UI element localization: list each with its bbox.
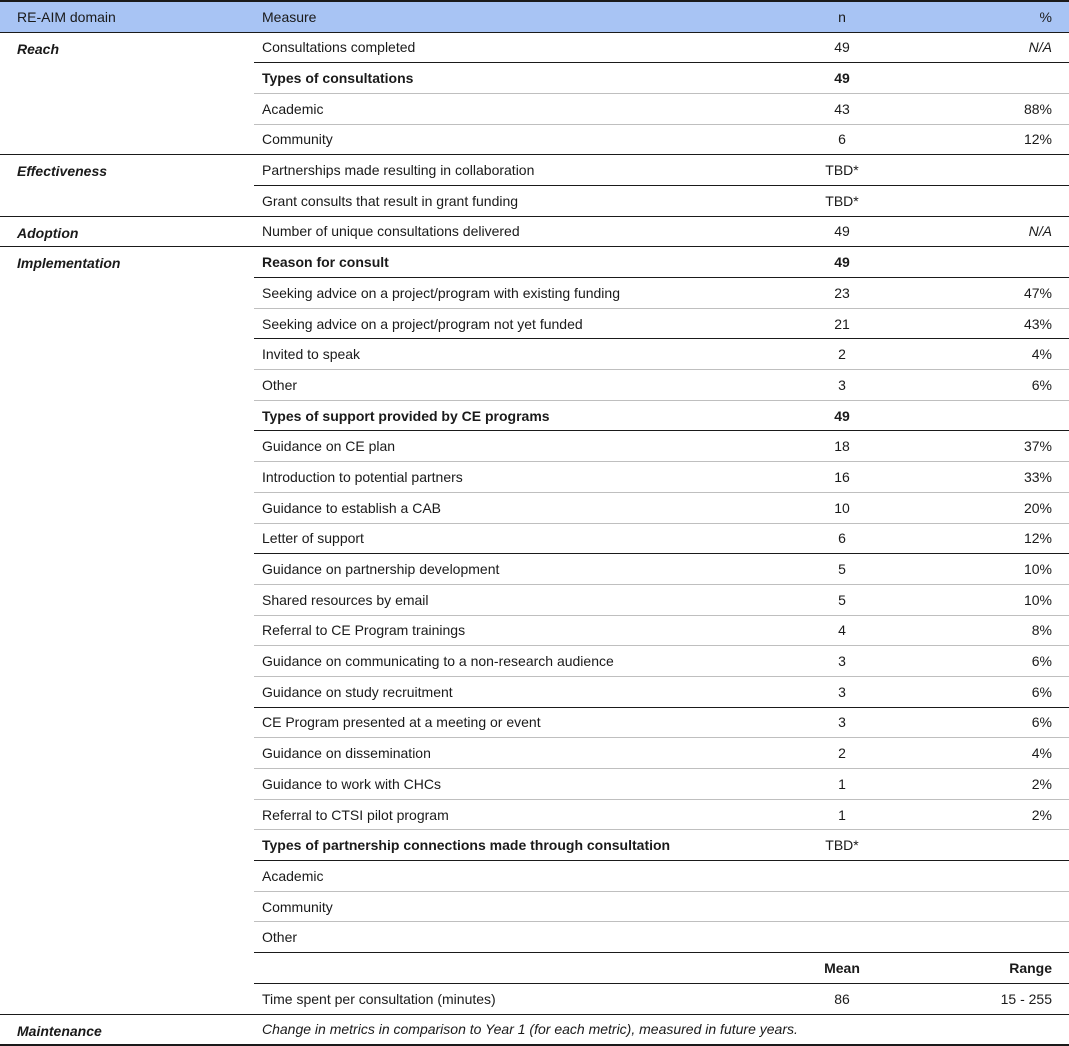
n-cell: 5	[792, 584, 892, 615]
measure-cell: Guidance on study recruitment	[254, 676, 792, 707]
percent-cell: 37%	[892, 431, 1069, 462]
measure-cell: CE Program presented at a meeting or event	[254, 707, 792, 738]
table-row	[0, 1014, 1069, 1045]
percent-cell: 10%	[892, 584, 1069, 615]
n-cell: TBD*	[792, 830, 892, 861]
percent-cell: 47%	[892, 278, 1069, 309]
n-cell: 3	[792, 676, 892, 707]
measure-cell: Introduction to potential partners	[254, 462, 792, 493]
measure-cell: Grant consults that result in grant funding	[254, 185, 792, 216]
percent-cell: 33%	[892, 462, 1069, 493]
n-cell: 23	[792, 278, 892, 309]
measure-cell: Other	[254, 370, 792, 401]
percent-cell: 43%	[892, 308, 1069, 339]
measure-cell: Guidance on communicating to a non-research audience	[254, 646, 792, 677]
range-cell: 15 - 255	[892, 983, 1069, 1014]
n-cell: 4	[792, 615, 892, 646]
header-n: n	[792, 1, 892, 32]
n-cell: TBD*	[792, 155, 892, 186]
percent-cell	[892, 247, 1069, 278]
n-cell: TBD*	[792, 185, 892, 216]
table-row	[0, 155, 1069, 186]
percent-cell: 6%	[892, 370, 1069, 401]
measure-cell: Guidance to establish a CAB	[254, 492, 792, 523]
percent-cell: 12%	[892, 124, 1069, 155]
measure-cell: Types of partnership connections made through consultation	[254, 830, 792, 861]
percent-cell: 6%	[892, 646, 1069, 677]
percent-cell	[892, 185, 1069, 216]
percent-cell: N/A	[1028, 39, 1052, 56]
n-cell: 16	[792, 462, 892, 493]
percent-cell	[892, 400, 1069, 431]
header-measure: Measure	[254, 1, 792, 32]
measure-cell: Community	[254, 891, 792, 922]
n-cell: 49	[792, 247, 892, 278]
measure-cell: Academic	[254, 861, 792, 892]
percent-cell	[892, 922, 1069, 953]
percent-cell	[892, 891, 1069, 922]
percent-cell: 8%	[892, 615, 1069, 646]
n-cell	[792, 861, 892, 892]
measure-cell: Guidance on CE plan	[254, 431, 792, 462]
n-cell: 18	[792, 431, 892, 462]
mean-cell: 86	[792, 983, 892, 1014]
n-cell: 10	[792, 492, 892, 523]
n-cell	[792, 891, 892, 922]
measure-cell: Letter of support	[254, 523, 792, 554]
n-cell: 49	[792, 63, 892, 94]
measure-cell: Invited to speak	[254, 339, 792, 370]
n-cell: 6	[792, 124, 892, 155]
domain-maintenance: Maintenance	[0, 1014, 254, 1045]
percent-cell: 4%	[892, 339, 1069, 370]
percent-cell	[892, 830, 1069, 861]
percent-cell	[892, 155, 1069, 186]
percent-cell: 2%	[892, 769, 1069, 800]
measure-cell: Guidance to work with CHCs	[254, 769, 792, 800]
n-cell: 2	[792, 339, 892, 370]
n-cell	[792, 922, 892, 953]
percent-cell: 12%	[892, 523, 1069, 554]
header-percent: %	[892, 1, 1069, 32]
percent-cell	[892, 63, 1069, 94]
n-cell: 3	[792, 370, 892, 401]
table-header-row	[0, 1, 1069, 32]
measure-cell: Referral to CE Program trainings	[254, 615, 792, 646]
measure-cell: Number of unique consultations delivered	[254, 216, 792, 247]
measure-cell: Reason for consult	[254, 247, 792, 278]
n-cell: 3	[792, 646, 892, 677]
table-row	[0, 32, 1069, 63]
measure-cell: Other	[254, 922, 792, 953]
measure-cell: Time spent per consultation (minutes)	[254, 983, 792, 1014]
n-cell: 49	[792, 400, 892, 431]
measure-cell: Change in metrics in comparison to Year 1 (for each metric), measured in future years.	[254, 1014, 1069, 1045]
measure-cell: Community	[254, 124, 792, 155]
range-header: Range	[892, 953, 1069, 984]
n-cell: 49	[792, 216, 892, 247]
measure-cell	[254, 953, 792, 984]
percent-cell	[892, 861, 1069, 892]
header-domain: RE-AIM domain	[0, 1, 254, 32]
n-cell: 6	[792, 523, 892, 554]
measure-cell: Seeking advice on a project/program with existing funding	[254, 278, 792, 309]
percent-cell: 6%	[892, 676, 1069, 707]
percent-cell: 4%	[892, 738, 1069, 769]
percent-cell: 20%	[892, 492, 1069, 523]
domain-reach: Reach	[17, 40, 60, 57]
percent-cell: N/A	[892, 216, 1069, 247]
measure-cell: Academic	[254, 93, 792, 124]
n-cell: 1	[792, 799, 892, 830]
measure-cell: Referral to CTSI pilot program	[254, 799, 792, 830]
domain-implementation: Implementation	[0, 247, 254, 1014]
n-cell: 43	[792, 93, 892, 124]
mean-header: Mean	[792, 953, 892, 984]
domain-adoption: Adoption	[0, 216, 254, 247]
table-row	[0, 247, 1069, 278]
measure-cell: Types of consultations	[254, 63, 792, 94]
n-cell: 5	[792, 554, 892, 585]
table-row	[0, 216, 1069, 247]
n-cell: 3	[792, 707, 892, 738]
percent-cell: 88%	[892, 93, 1069, 124]
percent-cell: 2%	[892, 799, 1069, 830]
measure-cell: Shared resources by email	[254, 584, 792, 615]
measure-cell: Types of support provided by CE programs	[254, 400, 792, 431]
n-cell: 2	[792, 738, 892, 769]
measure-cell: Seeking advice on a project/program not yet funded	[254, 308, 792, 339]
n-cell: 21	[792, 308, 892, 339]
domain-effectiveness: Effectiveness	[0, 155, 254, 216]
n-cell: 49	[834, 39, 850, 56]
n-cell: 1	[792, 769, 892, 800]
percent-cell: 10%	[892, 554, 1069, 585]
measure-cell: Guidance on dissemination	[254, 738, 792, 769]
percent-cell: 6%	[892, 707, 1069, 738]
measure-cell: Partnerships made resulting in collaboration	[254, 155, 792, 186]
measure-cell: Consultations completed	[262, 39, 416, 56]
measure-cell: Guidance on partnership development	[254, 554, 792, 585]
